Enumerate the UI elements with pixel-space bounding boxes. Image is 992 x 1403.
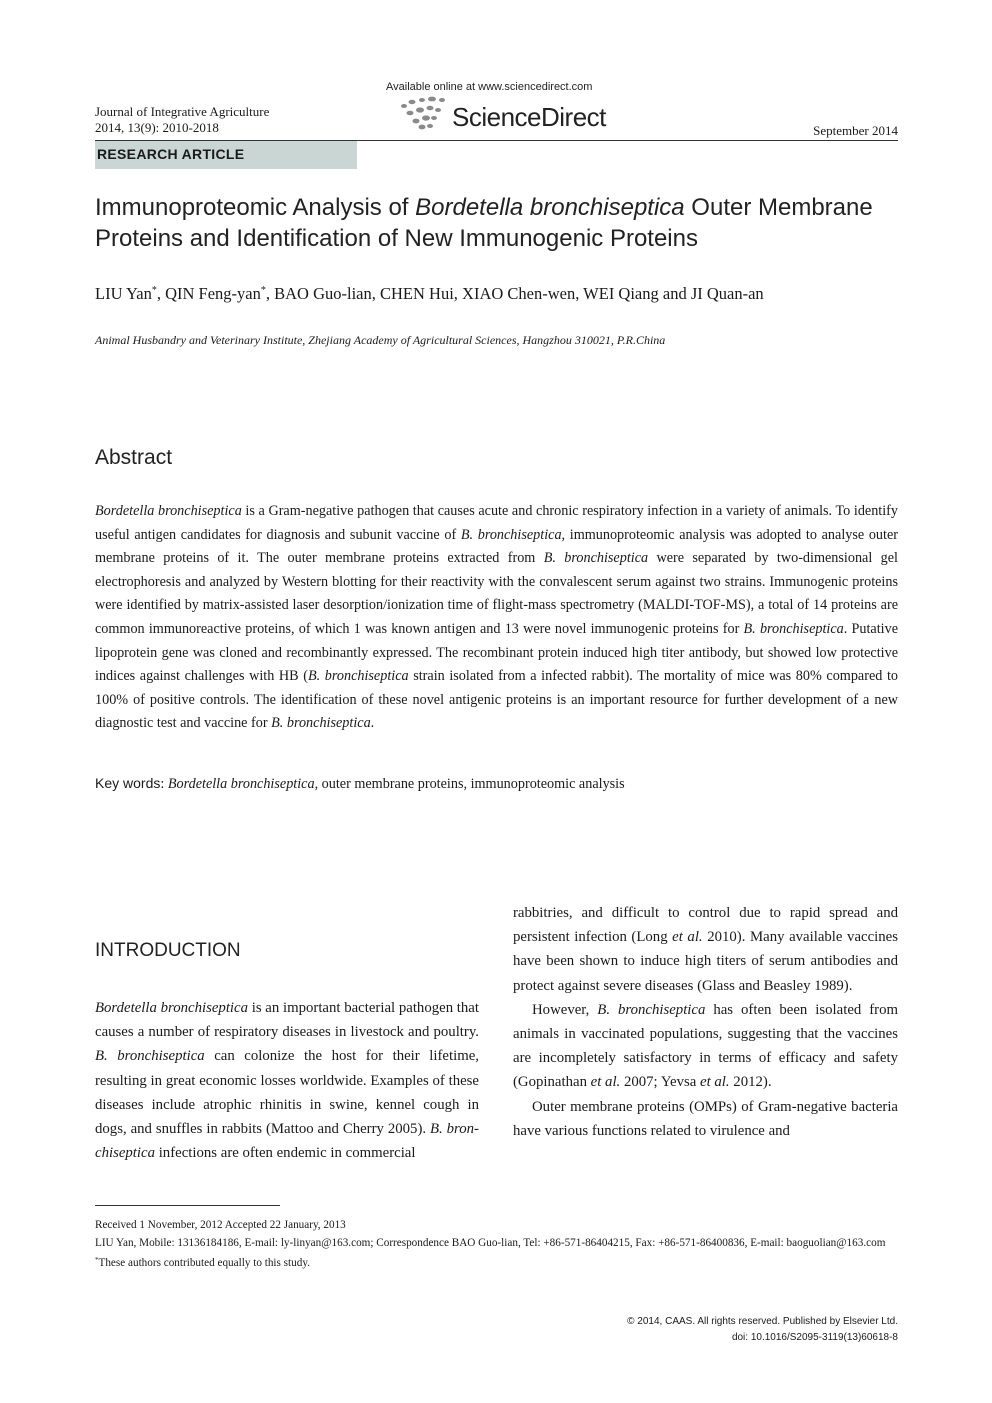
intro-paragraph-2	[513, 998, 898, 1095]
abstract-segment: strain isolated from a infected rabbit). The mortality of mice was 80% compared to 100% of positive controls. The identification of these novel antigenic proteins is an important resource for further development of a new diagnostic test and vaccine for	[95, 668, 898, 732]
title-species: Bordetella bronchiseptica	[415, 194, 685, 221]
abstract-short-species: B. bronchiseptica	[307, 668, 409, 685]
intro-column-left	[95, 996, 479, 1165]
intro-segment: is an important bacterial pathogen that causes a number of respiratory diseases in livestock and poultry.	[95, 1000, 479, 1041]
abstract-segment: were separated by two-dimensional gel electrophoresis and analyzed by Western blotting for their reactivity with the convalescent serum against two strains. Immunogenic proteins were identified by matrix-assisted laser desorption/ionization time of flight-mass spectrometry (MALDI-TOF-MS), a total of 14 proteins are common immunoreactive proteins, of which 1 was known antigen and 13 were novel immunogenic proteins for	[95, 550, 898, 637]
intro-segment: infections are often endemic in commercial	[155, 1145, 416, 1162]
keywords-rest: , outer membrane proteins, immunoproteomic analysis	[314, 776, 625, 792]
intro-short-species: B. bronchiseptica	[597, 1001, 706, 1018]
abstract-segment: . Putative lipoprotein gene was cloned and recombinantly expressed. The recombinant protein induced high titer antibody, but showed low protective indices against challenges with HB (	[95, 620, 898, 685]
intro-paragraph-1	[95, 996, 479, 1165]
intro-short-species: B. bronchiseptica	[95, 1048, 205, 1065]
keywords	[95, 775, 625, 793]
author-list	[95, 284, 764, 304]
journal-name: Journal of Integrative Agriculture	[95, 104, 270, 119]
abstract-heading: Abstract	[95, 446, 173, 469]
introduction-heading: INTRODUCTION	[95, 940, 241, 961]
intro-segment: rabbitries, and difficult to control due to rapid spread and persistent infection (Long	[513, 905, 898, 946]
intro-etal: et al.	[672, 929, 703, 946]
intro-etal: et al.	[700, 1074, 730, 1091]
author-2-mark: *	[260, 285, 266, 296]
intro-segment: Outer membrane proteins (OMPs) of Gram-negative bacteria have various functions related to virulence and	[513, 1098, 898, 1139]
article-type-banner	[95, 141, 357, 169]
intro-paragraph-1-cont	[513, 901, 898, 998]
abstract-short-species: B. bronchiseptica	[543, 550, 649, 567]
intro-segment: has often been isolated from animals in vaccinated populations, suggesting that the vaccines are incompletely satisfactory in terms of efficacy and safety (Gopinathan	[513, 1001, 898, 1091]
abstract-text	[95, 500, 898, 736]
equal-contribution-note	[95, 1252, 898, 1273]
abstract-short-species: B. bronchiseptica	[743, 620, 844, 637]
title-text-2: Outer Membrane Proteins and Identification of New Immunogenic Proteins	[95, 194, 873, 252]
keywords-label: Key words	[95, 775, 161, 791]
intro-short-species: B. bron-chiseptica	[95, 1121, 479, 1162]
issue-date: September 2014	[813, 123, 898, 138]
abstract-species: Bordetella bronchiseptica	[95, 503, 242, 519]
author-2: QIN Feng-yan	[165, 284, 261, 303]
intro-segment: 2010). Many available vaccines have been shown to induce high titers of serum antibodies and protect against severe diseases (Glass and Beasley 1989).	[513, 929, 898, 994]
affiliation: Animal Husbandry and Veterinary Institute, Zhejiang Academy of Agricultural Sciences, Hangzhou 310021, P.R.China	[95, 333, 666, 347]
author-rest: , BAO Guo-lian, CHEN Hui, XIAO Chen-wen, WEI Qiang and JI Quan-an	[265, 284, 764, 303]
abstract-segment: is a Gram-negative pathogen that causes acute and chronic respiratory infection in a variety of animals. To identify useful antigen candidates for diagnosis and subunit vaccine of	[95, 503, 899, 543]
intro-paragraph-3	[513, 1095, 898, 1143]
received-dates: Received 1 November, 2012 Accepted 22 January, 2013	[95, 1219, 346, 1231]
abstract-short-species: B. bronchiseptica	[460, 526, 562, 543]
contact-info: LIU Yan, Mobile: 13136184186, E-mail: ly-linyan@163.com; Correspondence BAO Guo-lian, Tel: +86-571-86404215, Fax: +86-571-86400836, E-mail: baoguolian@163.com	[95, 1236, 886, 1249]
author-1: LIU Yan	[95, 284, 152, 303]
equal-mark: *	[95, 1256, 99, 1264]
abstract-short-species: B. bronchiseptica	[271, 715, 371, 732]
intro-species: Bordetella bronchiseptica	[95, 1000, 249, 1016]
sciencedirect-wordmark: ScienceDirect	[452, 102, 606, 132]
intro-segment: 2012).	[729, 1074, 772, 1091]
keywords-sep: :	[160, 776, 168, 792]
intro-segment: can colonize the host for their lifetime, resulting in great economic losses worldwide. Examples of these diseases include atrophic rhinitis in swine, kennel cough in dogs, and snuffles in rabbits (Mattoo and Cherry 2005).	[95, 1048, 479, 1138]
equal-text: These authors contributed equally to this study.	[98, 1257, 310, 1269]
doi-link[interactable]: doi: 10.1016/S2095-3119(13)60618-8	[731, 1332, 898, 1343]
intro-column-right	[513, 901, 898, 1143]
copyright-block	[627, 1314, 898, 1346]
journal-citation	[95, 104, 269, 136]
intro-segment: However,	[532, 1001, 598, 1018]
available-online-link[interactable]: Available online at www.sciencedirect.com	[386, 81, 593, 93]
intro-etal: et al.	[590, 1074, 621, 1091]
journal-issue: 2014, 13(9): 2010-2018	[95, 120, 219, 135]
title-text-1: Immunoproteomic Analysis of	[95, 194, 416, 221]
keyword-species: Bordetella bronchiseptica	[167, 776, 315, 792]
copyright-line: © 2014, CAAS. All rights reserved. Published by Elsevier Ltd.	[627, 1316, 898, 1327]
footnote-rule	[95, 1205, 280, 1206]
intro-segment: 2007; Yevsa	[620, 1074, 701, 1091]
abstract-segment: .	[370, 715, 375, 732]
article-title	[95, 192, 905, 254]
footnotes	[95, 1217, 898, 1273]
abstract-segment: , immunoproteomic analysis was adopted to analyse outer membrane proteins of it. The outer membrane proteins extracted from	[95, 526, 898, 567]
author-1-mark: *	[151, 285, 157, 296]
article-type-label: RESEARCH ARTICLE	[97, 146, 245, 162]
author-separator: ,	[156, 284, 166, 303]
